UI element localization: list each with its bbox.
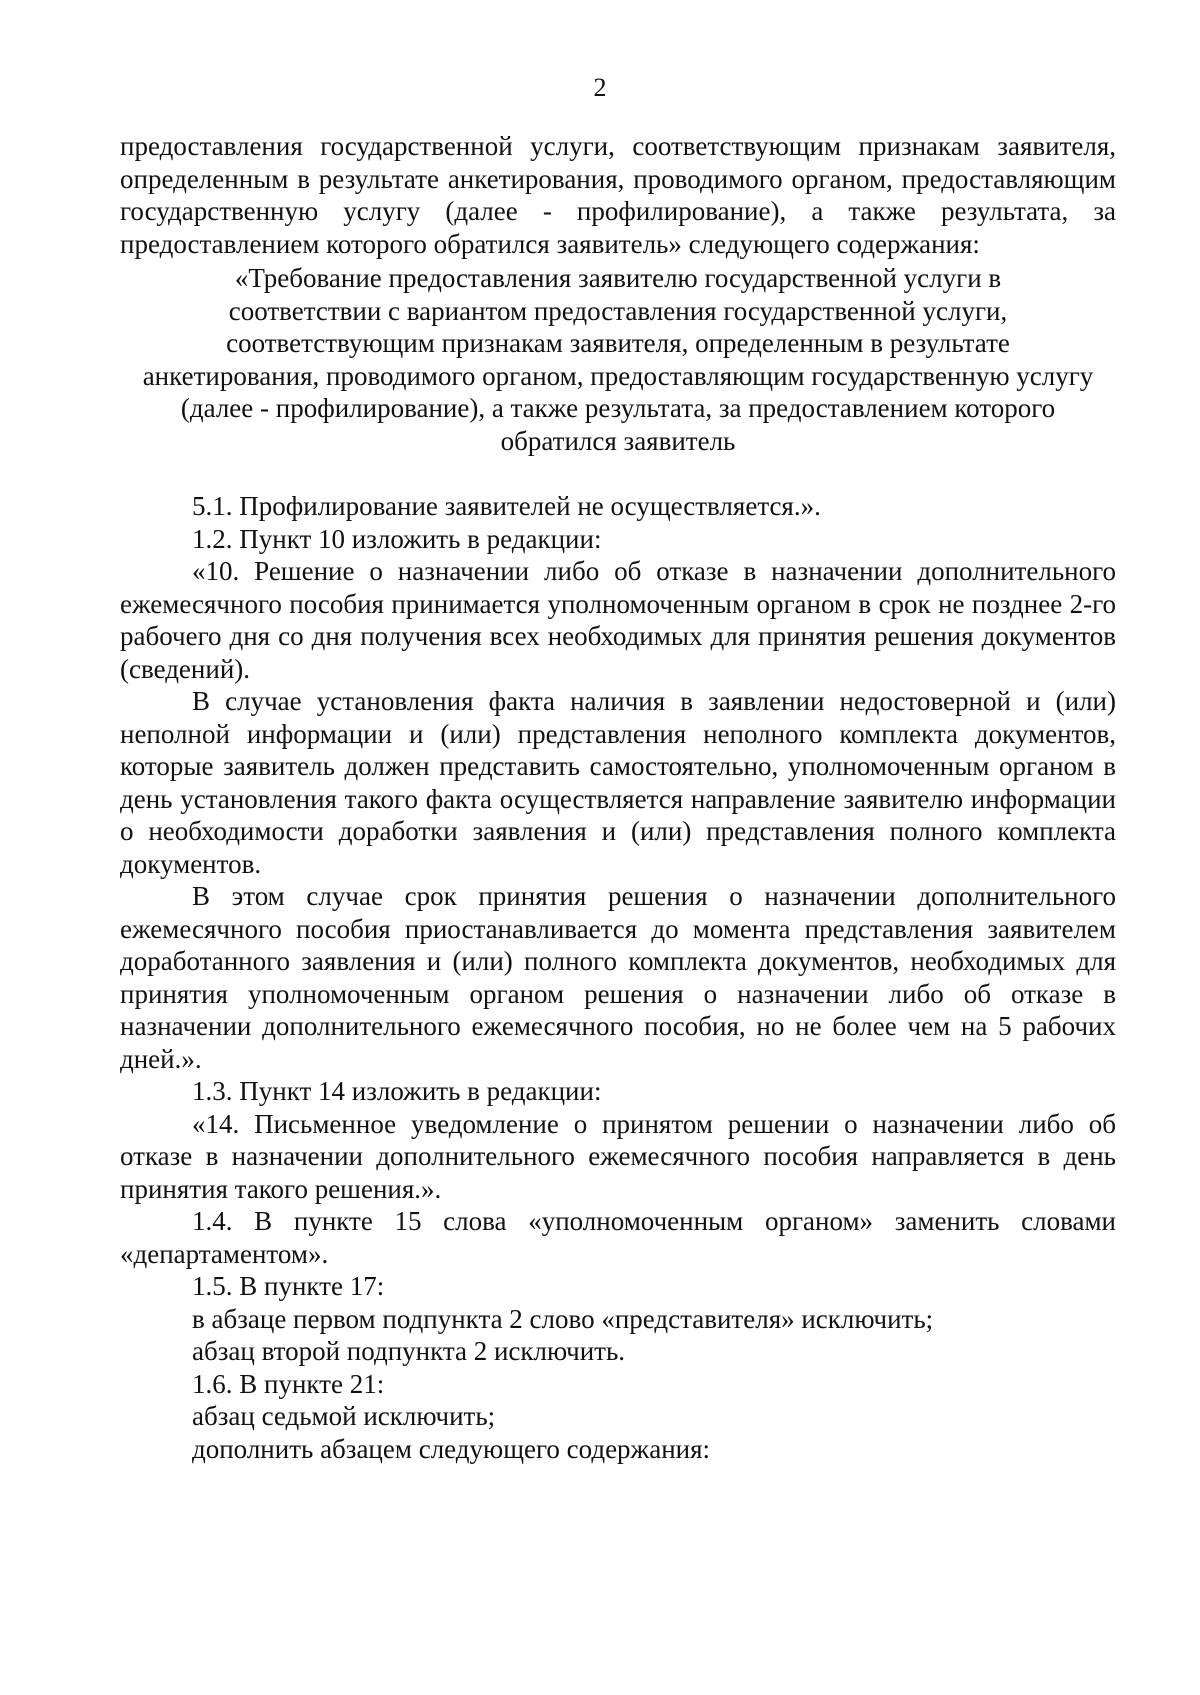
paragraph-1-5-b: абзац второй подпункта 2 исключить. [192,1336,626,1366]
paragraph-item-10: «10. Решение о назначении либо об отказе в назначении дополнительного ежемесячного пособия принимается уполномоченным органом в срок не позднее 2-го рабочего дня со дня получения всех необходимых для принятия решения документов (сведений). [120,556,1116,684]
paragraph-5-1: 5.1. Профилирование заявителей не осуществляется.». [192,491,821,521]
section-title-block [120,262,1116,457]
paragraph-1-3: 1.3. Пункт 14 изложить в редакции: [192,1076,602,1106]
paragraph-1-6: 1.6. В пункте 21: [192,1368,385,1399]
paragraph-incomplete-docs: В случае установления факта наличия в заявлении недостоверной и (или) неполной информации и (или) представления неполного комплекта документов, которые заявитель должен представить самостоятельно, уполномоченным органом в день установления такого факта осуществляется направление заявителю информации о необходимости доработки заявления и (или) представления полного комплекта документов. [120,686,1116,879]
paragraph-item-14: «14. Письменное уведомление о принятом решении о назначении либо об отказе в назначении дополнительного ежемесячного пособия направляется в день принятия такого решения.». [120,1108,1116,1204]
section-title-line: (далее - профилирование), а также результата, за предоставлением которого [180,393,1056,423]
paragraph-1-6-b: дополнить абзацем следующего содержания: [192,1433,711,1464]
page-number: 2 [593,73,607,102]
section-title-line: «Требование предоставления заявителю государственной услуги в [234,263,1002,293]
paragraph-1-6-a: абзац седьмой исключить; [192,1401,496,1431]
paragraph-intro: предоставления государственной услуги, соответствующим признакам заявителя, определенным в результате анкетирования, проводимого органом, предоставляющим государственную услугу (далее - профилирование), а также результата, за предоставлением которого обратился заявитель» следующего содержания: [120,131,1116,259]
document-body [120,130,1116,1465]
paragraph-1-4: 1.4. В пункте 15 слова «уполномоченным органом» заменить словами «департаментом». [120,1206,1116,1269]
paragraph-1-2: 1.2. Пункт 10 изложить в редакции: [192,523,602,554]
paragraph-suspension: В этом случае срок принятия решения о назначении дополнительного ежемесячного пособия приостанавливается до момента представления заявителем доработанного заявления и (или) полного комплекта документов, необходимых для принятия уполномоченным органом решения о назначении либо об отказе в назначении дополнительного ежемесячного пособия, но не более чем на 5 рабочих дней.». [120,881,1116,1074]
section-title-line: анкетирования, проводимого органом, предоставляющим государственную услугу [142,360,1094,391]
section-title-line: соответствующим признакам заявителя, определенным в результате [226,328,1010,358]
paragraph-1-5: 1.5. В пункте 17: [192,1271,385,1301]
section-title-line: обратился заявитель [500,425,736,456]
paragraph-1-5-a: в абзаце первом подпункта 2 слово «представителя» исключить; [192,1303,934,1334]
section-title-line: соответствии с вариантом предоставления государственной услуги, [228,295,1008,326]
